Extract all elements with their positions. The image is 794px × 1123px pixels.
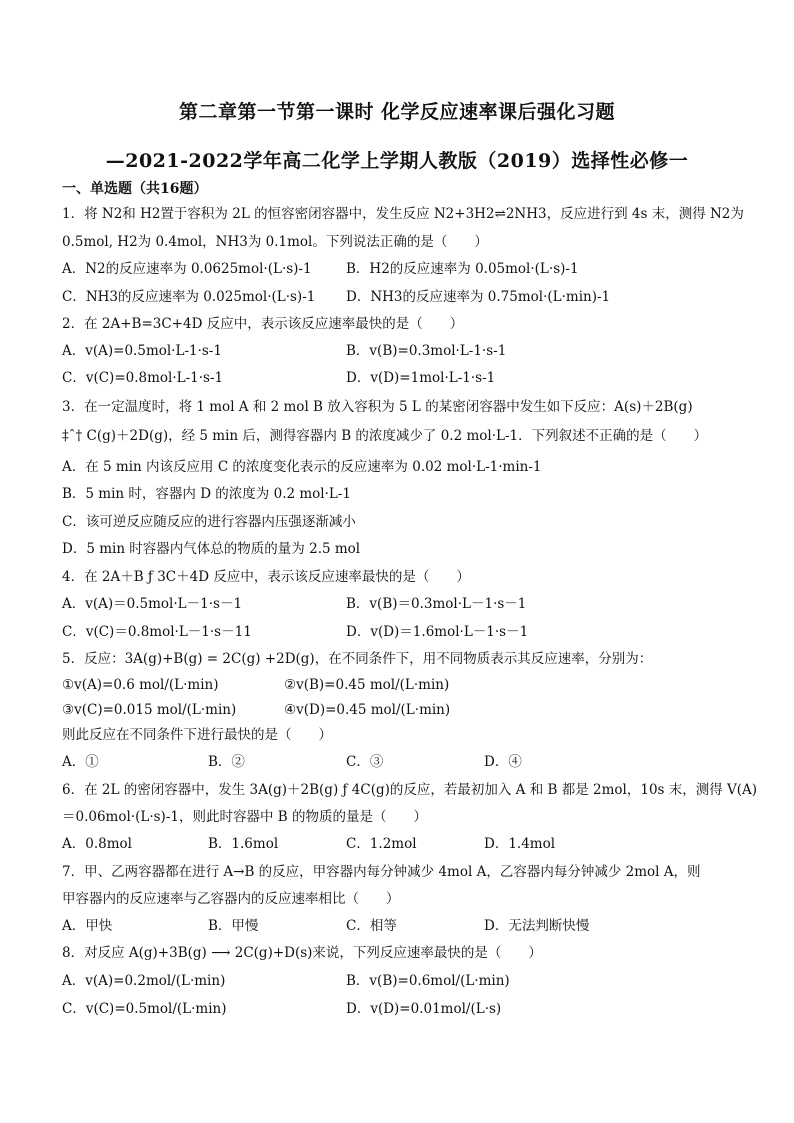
q5-condition-2: ②v(B)=0.45 mol/(L·min) bbox=[284, 677, 450, 693]
q1-stem-line-1: 1．将 N2和 H2置于容积为 2L 的恒容密闭容器中，发生反应 N2+3H2⇌2NH3，反应进行到 4s 末，测得 N2为 bbox=[62, 206, 744, 222]
q4-option-d: D．v(D)＝1.6mol·L－1·s－1 bbox=[346, 624, 529, 640]
q6-option-b: B．1.6mol bbox=[208, 836, 279, 852]
q6-stem-line-2: ＝0.06mol·(L·s)-1，则此时容器中 B 的物质的量是（ ） bbox=[62, 809, 427, 825]
q5-option-a: A．① bbox=[62, 754, 99, 770]
q2-stem: 2．在 2A+B=3C+4D 反应中，表示该反应速率最快的是（ ） bbox=[62, 316, 464, 332]
q1-option-d: D．NH3的反应速率为 0.75mol·(L·min)-1 bbox=[346, 289, 611, 305]
q6-option-c: C．1.2mol bbox=[346, 836, 417, 852]
q7-option-c: C．相等 bbox=[346, 918, 397, 934]
q5-condition-1: ①v(A)=0.6 mol/(L·min) bbox=[62, 677, 219, 693]
q4-option-c: C．v(C)＝0.8mol·L－1·s－11 bbox=[62, 624, 252, 640]
q6-option-a: A．0.8mol bbox=[62, 836, 132, 852]
q1-stem-line-2: 0.5mol, H2为 0.4mol，NH3为 0.1mol。下列说法正确的是（ ） bbox=[62, 234, 488, 250]
q5-option-c: C．③ bbox=[346, 754, 384, 770]
q2-option-b: B．v(B)=0.3mol·L-1·s-1 bbox=[346, 343, 507, 359]
q3-stem-line-2: ‡ˆ† C(g)＋2D(g)，经 5 min 后，测得容器内 B 的浓度减少了 0.2 mol·L-1．下列叙述不正确的是（ ） bbox=[62, 428, 708, 444]
q7-stem-line-1: 7．甲、乙两容器都在进行 A→B 的反应，甲容器内每分钟减少 4mol A，乙容器内每分钟减少 2mol A，则 bbox=[62, 864, 701, 880]
q3-option-d: D．5 min 时容器内气体总的物质的量为 2.5 mol bbox=[62, 541, 361, 557]
q7-option-d: D．无法判断快慢 bbox=[484, 918, 590, 934]
q1-option-a: A．N2的反应速率为 0.0625mol·(L·s)-1 bbox=[62, 261, 312, 277]
q4-option-b: B．v(B)＝0.3mol·L－1·s－1 bbox=[346, 596, 527, 612]
q2-option-d: D．v(D)=1mol·L-1·s-1 bbox=[346, 370, 496, 386]
q3-stem-line-1: 3．在一定温度时，将 1 mol A 和 2 mol B 放入容积为 5 L 的某密闭容器中发生如下反应：A(s)＋2B(g) bbox=[62, 399, 693, 415]
q6-stem-line-1: 6．在 2L 的密闭容器中，发生 3A(g)＋2B(g) ƒ 4C(g)的反应，若最初加入 A 和 B 都是 2mol，10s 末，测得 V(A) bbox=[62, 782, 758, 798]
q4-option-a: A．v(A)＝0.5mol·L－1·s－1 bbox=[62, 596, 243, 612]
title-line-1: 第二章第一节第一课时 化学反应速率课后强化习题 bbox=[178, 101, 616, 123]
q8-option-b: B．v(B)=0.6mol/(L·min) bbox=[346, 973, 510, 989]
q5-option-b: B．② bbox=[208, 754, 245, 770]
q7-stem-line-2: 甲容器内的反应速率与乙容器内的反应速率相比（ ） bbox=[62, 891, 400, 907]
title-line-2: —2021-2022学年高二化学上学期人教版（2019）选择性必修一 bbox=[105, 150, 689, 172]
q2-option-c: C．v(C)=0.8mol·L-1·s-1 bbox=[62, 370, 224, 386]
q3-option-b: B．5 min 时，容器内 D 的浓度为 0.2 mol·L-1 bbox=[62, 486, 352, 502]
q1-option-c: C．NH3的反应速率为 0.025mol·(L·s)-1 bbox=[62, 289, 316, 305]
q5-stem: 5．反应：3A(g)+B(g) = 2C(g) +2D(g)，在不同条件下，用不同物质表示其反应速率，分别为： bbox=[62, 651, 653, 667]
section-heading: 一、单选题（共16题） bbox=[62, 181, 208, 197]
q4-stem: 4．在 2A＋B ƒ 3C＋4D 反应中，表示该反应速率最快的是（ ） bbox=[62, 569, 470, 585]
q1-option-b: B．H2的反应速率为 0.05mol·(L·s)-1 bbox=[346, 261, 579, 277]
q5-question: 则此反应在不同条件下进行最快的是（ ） bbox=[62, 727, 332, 743]
q8-option-c: C．v(C)=0.5mol/(L·min) bbox=[62, 1001, 227, 1017]
q3-option-a: A．在 5 min 内该反应用 C 的浓度变化表示的反应速率为 0.02 mol·L-1·min-1 bbox=[62, 459, 542, 475]
q5-condition-3: ③v(C)=0.015 mol/(L·min) bbox=[62, 702, 237, 718]
q2-option-a: A．v(A)=0.5mol·L-1·s-1 bbox=[62, 343, 222, 359]
q5-option-d: D．④ bbox=[484, 754, 522, 770]
q5-condition-4: ④v(D)=0.45 mol/(L·min) bbox=[284, 702, 451, 718]
q3-option-c: C．该可逆反应随反应的进行容器内压强逐渐减小 bbox=[62, 514, 356, 530]
q7-option-b: B．甲慢 bbox=[208, 918, 259, 934]
q6-option-d: D．1.4mol bbox=[484, 836, 556, 852]
q8-option-d: D．v(D)=0.01mol/(L·s) bbox=[346, 1001, 502, 1017]
q7-option-a: A．甲快 bbox=[62, 918, 113, 934]
q8-option-a: A．v(A)=0.2mol/(L·min) bbox=[62, 973, 226, 989]
q8-stem: 8．对反应 A(g)+3B(g) ⟶ 2C(g)+D(s)来说，下列反应速率最快的是（ ） bbox=[62, 945, 542, 961]
